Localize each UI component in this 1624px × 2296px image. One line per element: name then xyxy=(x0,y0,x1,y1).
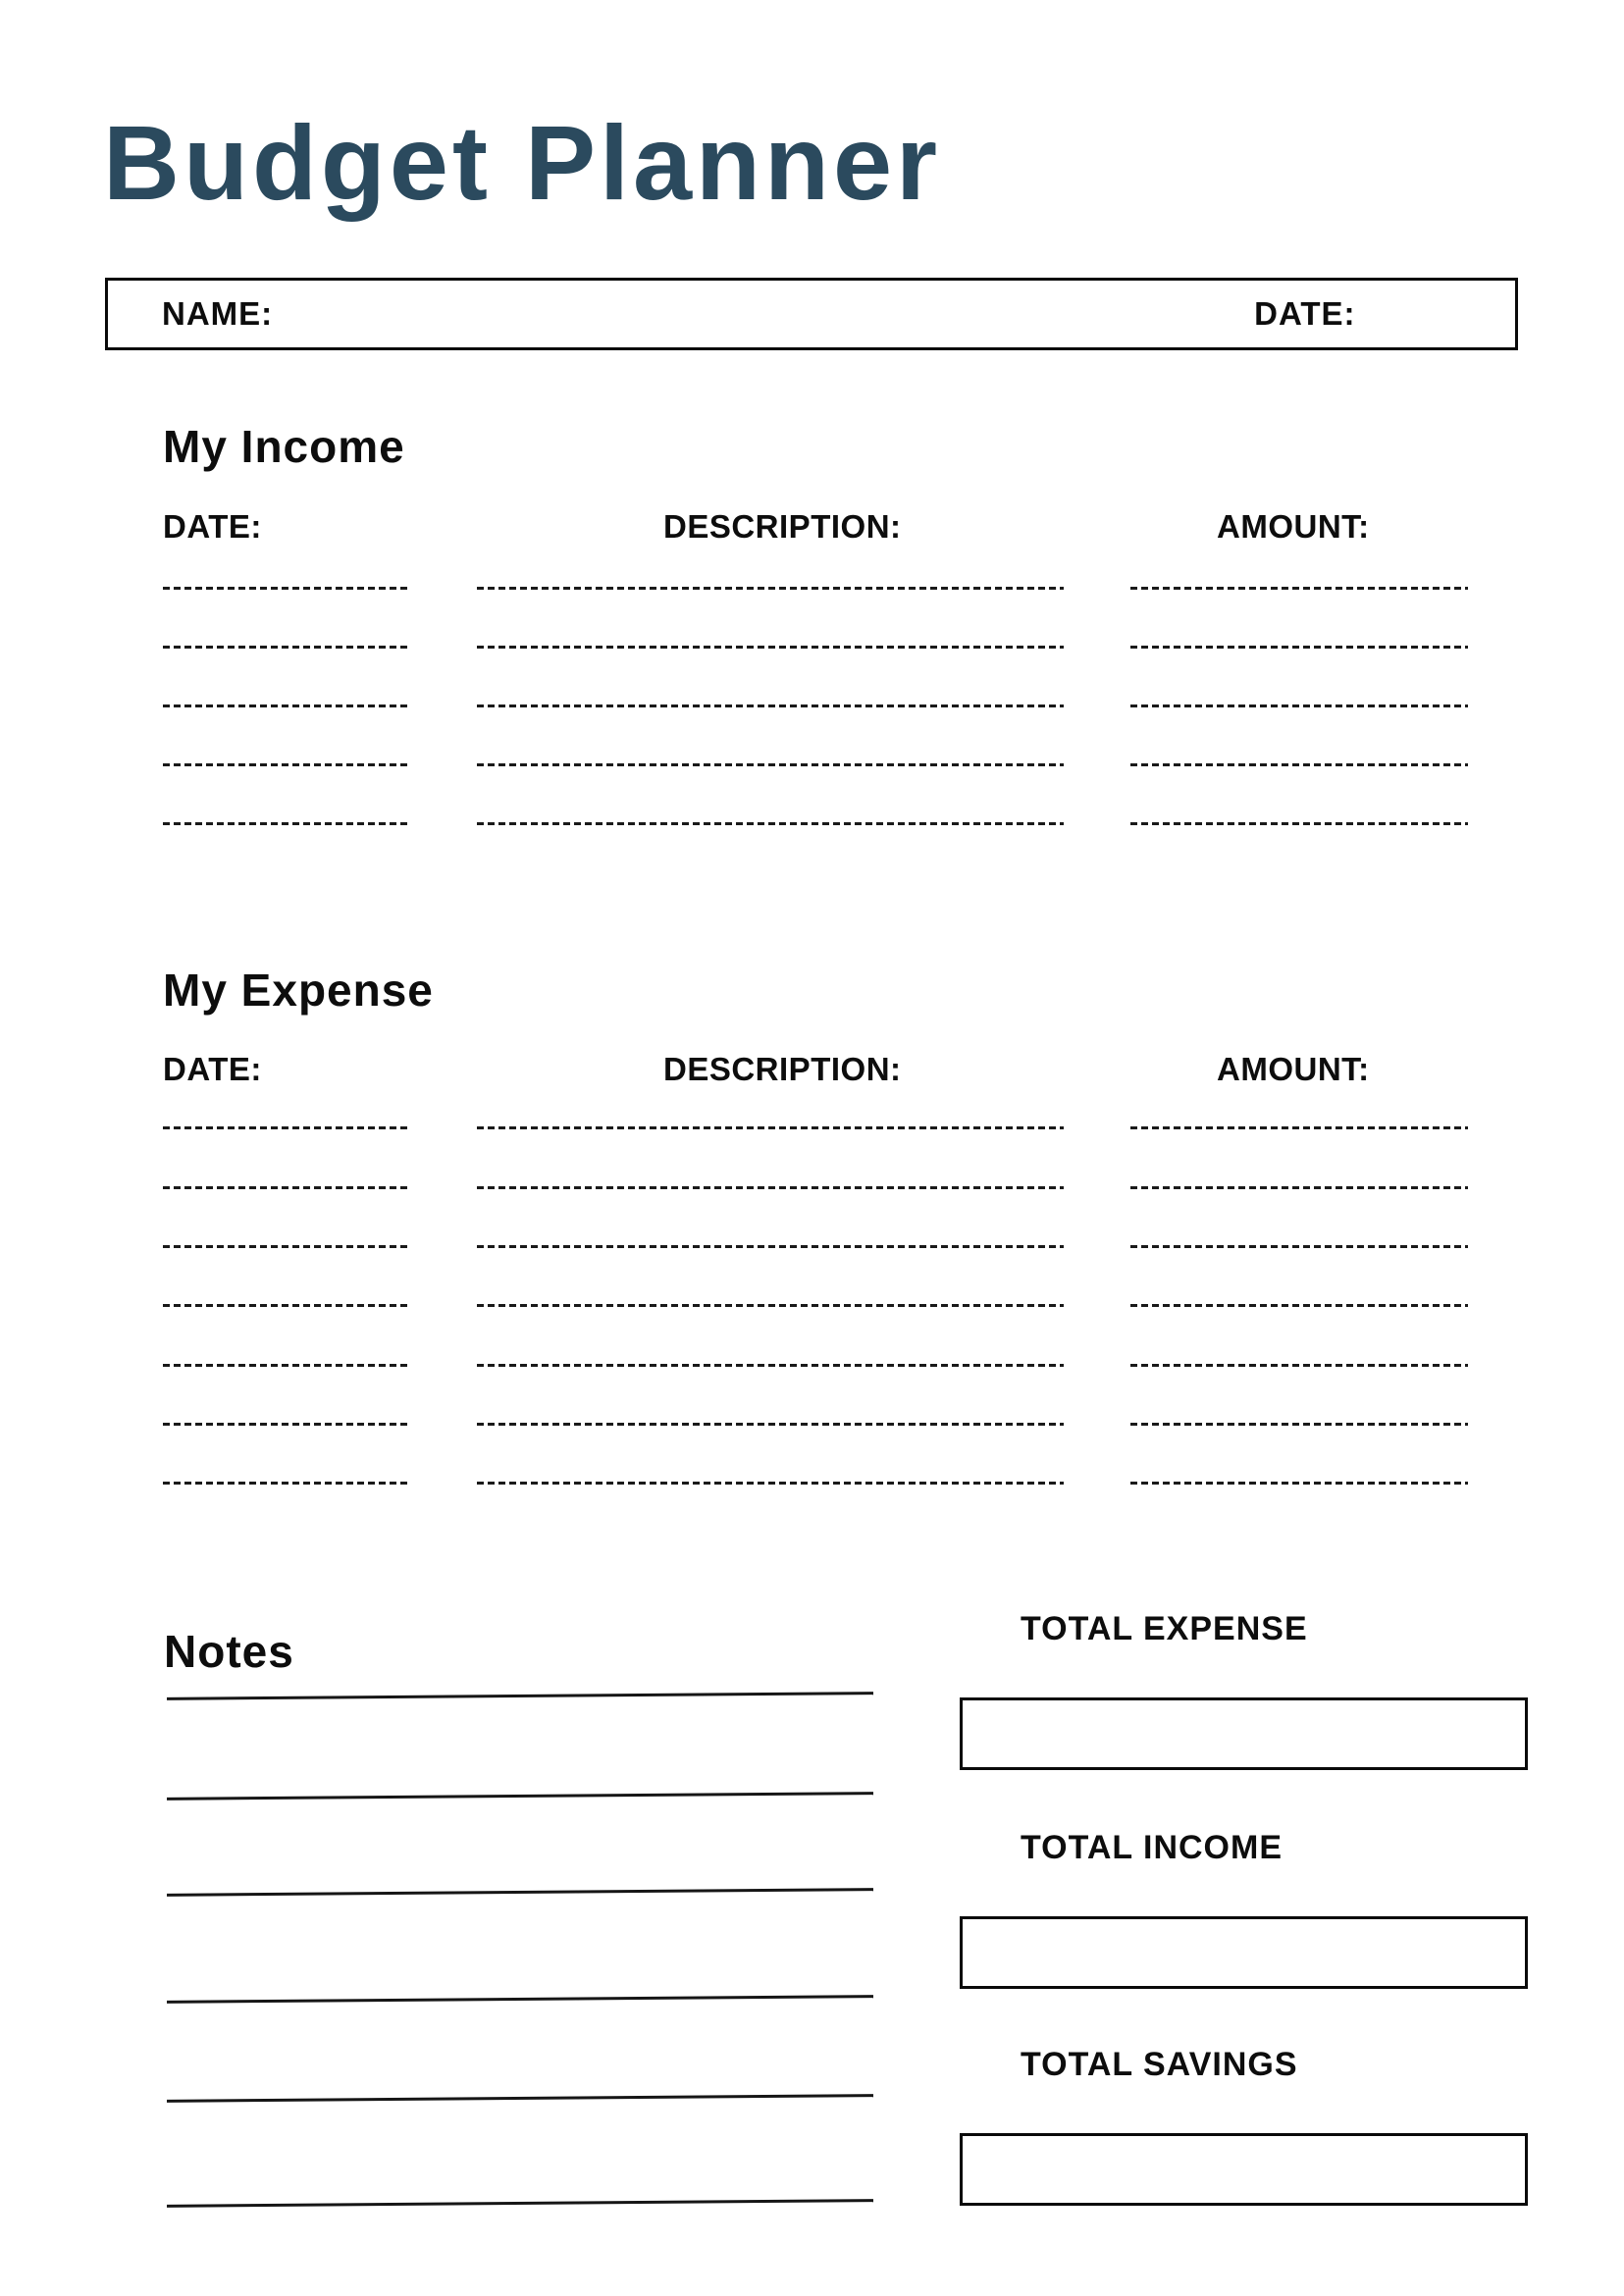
income-row-2-description-line[interactable] xyxy=(477,646,1064,649)
income-row-3-date-line[interactable] xyxy=(163,704,408,707)
income-row-1-amount-line[interactable] xyxy=(1130,587,1468,590)
income-row-1-description-line[interactable] xyxy=(477,587,1064,590)
notes-line-5[interactable] xyxy=(167,2094,873,2103)
name-label: NAME: xyxy=(162,295,274,332)
notes-line-4[interactable] xyxy=(167,1995,873,2004)
expense-row-7-amount-line[interactable] xyxy=(1130,1482,1468,1485)
notes-line-3[interactable] xyxy=(167,1888,873,1897)
expense-row-6-description-line[interactable] xyxy=(477,1423,1064,1426)
expense-row-4-amount-line[interactable] xyxy=(1130,1304,1468,1307)
expense-row-2-amount-line[interactable] xyxy=(1130,1186,1468,1189)
income-row-4-amount-line[interactable] xyxy=(1130,763,1468,766)
expense-row-3-amount-line[interactable] xyxy=(1130,1245,1468,1248)
notes-line-6[interactable] xyxy=(167,2199,873,2208)
income-row-5-amount-line[interactable] xyxy=(1130,822,1468,825)
expense-row-3-description-line[interactable] xyxy=(477,1245,1064,1248)
expense-row-3-date-line[interactable] xyxy=(163,1245,408,1248)
expense-amount-header: AMOUNT: xyxy=(1217,1051,1370,1087)
total-savings-label: TOTAL SAVINGS xyxy=(1021,2046,1298,2083)
income-row-2-date-line[interactable] xyxy=(163,646,408,649)
total-savings-box[interactable] xyxy=(960,2133,1528,2206)
expense-section-heading: My Expense xyxy=(163,965,434,1016)
notes-section-heading: Notes xyxy=(164,1626,294,1677)
income-row-1-date-line[interactable] xyxy=(163,587,408,590)
income-row-4-description-line[interactable] xyxy=(477,763,1064,766)
income-row-3-amount-line[interactable] xyxy=(1130,704,1468,707)
expense-row-4-date-line[interactable] xyxy=(163,1304,408,1307)
income-row-5-date-line[interactable] xyxy=(163,822,408,825)
name-input-area[interactable] xyxy=(273,281,391,347)
total-income-label: TOTAL INCOME xyxy=(1021,1829,1283,1866)
expense-row-6-date-line[interactable] xyxy=(163,1423,408,1426)
notes-line-2[interactable] xyxy=(167,1792,873,1800)
income-row-5-description-line[interactable] xyxy=(477,822,1064,825)
notes-line-1[interactable] xyxy=(167,1692,873,1700)
income-section-heading: My Income xyxy=(163,421,405,472)
income-row-2-amount-line[interactable] xyxy=(1130,646,1468,649)
expense-row-7-date-line[interactable] xyxy=(163,1482,408,1485)
expense-row-7-description-line[interactable] xyxy=(477,1482,1064,1485)
total-expense-label: TOTAL EXPENSE xyxy=(1021,1610,1308,1647)
date-label: DATE: xyxy=(1254,295,1356,332)
total-expense-box[interactable] xyxy=(960,1697,1528,1770)
date-input-area[interactable] xyxy=(1356,281,1474,347)
income-row-4-date-line[interactable] xyxy=(163,763,408,766)
income-description-header: DESCRIPTION: xyxy=(663,508,902,545)
expense-row-1-description-line[interactable] xyxy=(477,1126,1064,1129)
expense-row-1-amount-line[interactable] xyxy=(1130,1126,1468,1129)
expense-row-4-description-line[interactable] xyxy=(477,1304,1064,1307)
income-date-header: DATE: xyxy=(163,508,262,545)
expense-row-2-date-line[interactable] xyxy=(163,1186,408,1189)
income-row-3-description-line[interactable] xyxy=(477,704,1064,707)
income-amount-header: AMOUNT: xyxy=(1217,508,1370,545)
expense-date-header: DATE: xyxy=(163,1051,262,1087)
expense-row-2-description-line[interactable] xyxy=(477,1186,1064,1189)
expense-row-5-amount-line[interactable] xyxy=(1130,1364,1468,1367)
page-title: Budget Planner xyxy=(103,103,942,222)
expense-row-1-date-line[interactable] xyxy=(163,1126,408,1129)
name-date-box xyxy=(105,278,1518,350)
expense-row-6-amount-line[interactable] xyxy=(1130,1423,1468,1426)
expense-row-5-description-line[interactable] xyxy=(477,1364,1064,1367)
expense-row-5-date-line[interactable] xyxy=(163,1364,408,1367)
expense-description-header: DESCRIPTION: xyxy=(663,1051,902,1087)
total-income-box[interactable] xyxy=(960,1916,1528,1989)
